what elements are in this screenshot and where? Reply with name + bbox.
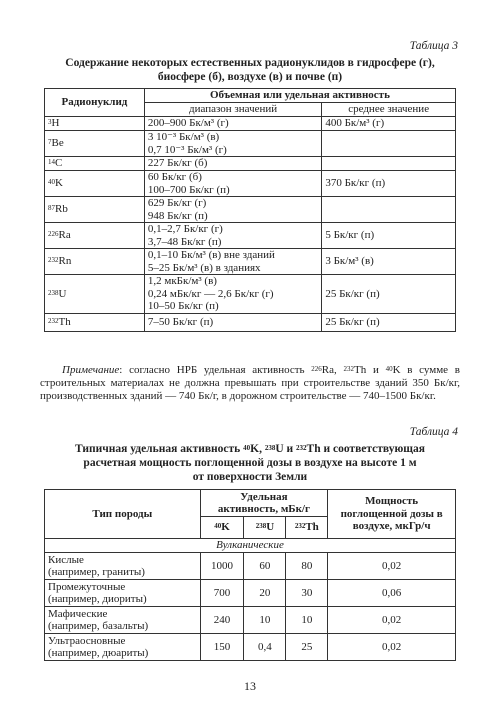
rock-type-name: Промежуточные: [48, 580, 126, 593]
th-activity-cell: 25: [286, 634, 328, 661]
table-row: [45, 131, 456, 157]
mass-number: 232: [48, 256, 59, 265]
mean-cell: 370 Бк/кг (п): [322, 171, 456, 197]
table-row: [45, 223, 456, 249]
table-4-header-k: $^{40}$K: [200, 517, 244, 539]
rock-type-cell: [45, 607, 201, 634]
table-3-header-mean: среднее значение: [322, 103, 456, 117]
th-activity-cell: 10: [286, 607, 328, 634]
table-4-header-activity: Удельная активность, мБк/г: [200, 490, 328, 517]
rock-type-name: Мафические: [48, 607, 108, 620]
range-cell: [144, 313, 321, 331]
range-cell: [144, 275, 321, 314]
dose-cell: 0,02: [328, 607, 456, 634]
rock-type-name: Ультраосновные: [48, 634, 126, 647]
table-3-label: Таблица 3: [409, 40, 458, 52]
range-line: 5–25 Бк/м³ (в) в зданиях: [147, 261, 261, 274]
table-row: [45, 634, 456, 661]
mean-cell: 25 Бк/кг (п): [322, 313, 456, 331]
table-4-title-line-2: расчетная мощность поглощенной дозы в воздухе на высоте 1 м: [83, 457, 417, 469]
range-cell: [144, 157, 321, 171]
dose-cell: 0,02: [328, 553, 456, 580]
range-cell: [144, 131, 321, 157]
table-3-title-line-2: биосфере (б), воздухе (в) и почве (п): [157, 71, 343, 83]
table-row: [45, 553, 456, 580]
k-activity-cell: 1000: [200, 553, 244, 580]
k-activity-cell: 700: [200, 580, 244, 607]
range-line: 7–50 Бк/кг (п): [147, 315, 214, 328]
mean-cell: 3 Бк/м³ (в): [322, 249, 456, 275]
nuclide-cell: [45, 171, 145, 197]
range-line: 100–700 Бк/кг (п): [147, 183, 230, 196]
nuclide-cell: [45, 131, 145, 157]
table-row: [45, 580, 456, 607]
range-line: 60 Бк/кг (б): [147, 171, 202, 183]
range-line: 10–50 Бк/кг (п): [147, 300, 219, 312]
range-cell: [144, 197, 321, 223]
mean-cell: [322, 157, 456, 171]
table-row: [45, 313, 456, 331]
mass-number: 3: [48, 118, 52, 127]
mean-cell: [322, 131, 456, 157]
dose-cell: 0,06: [328, 580, 456, 607]
table-4-header-th: $^{232}$Th: [286, 517, 328, 539]
element-symbol: K: [55, 177, 63, 190]
rock-type-cell: [45, 634, 201, 661]
rock-type-example: (например, диориты): [48, 593, 147, 605]
u-activity-cell: 10: [244, 607, 286, 634]
table-row: [45, 157, 456, 171]
note-label: Примечание: [62, 364, 120, 376]
mass-number: 40: [48, 178, 55, 187]
table-3-header-activity: Объемная или удельная активность: [144, 89, 455, 103]
table-4-title-line-3: от поверхности Земли: [192, 471, 308, 483]
mean-cell: 5 Бк/кг (п): [322, 223, 456, 249]
rock-type-name: Кислые: [48, 553, 84, 566]
nuclide-cell: [45, 313, 145, 331]
k-activity-cell: 150: [200, 634, 244, 661]
range-line: 629 Бк/кг (г): [147, 197, 207, 209]
range-line: 200–900 Бк/м³ (г): [147, 117, 229, 130]
range-cell: [144, 117, 321, 131]
table-row: [45, 117, 456, 131]
nuclide-cell: [45, 249, 145, 275]
element-symbol: Rn: [58, 255, 72, 268]
table-row: [45, 197, 456, 223]
rock-type-cell: [45, 553, 201, 580]
table-3: [44, 88, 456, 332]
range-line: 0,1–2,7 Бк/кг (г): [147, 223, 223, 235]
table-4-section-volcanic: Вулканические: [45, 539, 456, 553]
table-row: [45, 275, 456, 314]
nuclide-cell: [45, 275, 145, 314]
table-row: [45, 171, 456, 197]
rock-type-cell: [45, 580, 201, 607]
mass-number: 232: [48, 316, 59, 325]
u-activity-cell: 60: [244, 553, 286, 580]
rock-type-example: (например, дюариты): [48, 647, 149, 659]
mean-cell: 400 Бк/м³ (г): [322, 117, 456, 131]
mean-cell: 25 Бк/кг (п): [322, 275, 456, 314]
note-body: в строительных материалах не должна превышать при строительстве зданий 350 Бк/кг, производственных зданий — 740 Бк/г, в дорожном строительстве — 740–1500 Бк/кг.: [40, 364, 460, 402]
mass-number: 238: [48, 288, 59, 297]
table-4-title-line-1: Типичная удельная активность $^{40}$K, $^{238}$U и $^{232}$Th и соответствующая: [75, 443, 425, 455]
range-line: 0,1–10 Бк/м³ (в) вне зданий: [147, 249, 275, 261]
dose-cell: 0,02: [328, 634, 456, 661]
u-activity-cell: 0,4: [244, 634, 286, 661]
range-line: 948 Бк/кг (п): [147, 209, 208, 222]
mass-number: 226: [48, 230, 59, 239]
rock-type-example: (например, базальты): [48, 620, 149, 632]
table-4-header-type: Тип породы: [45, 490, 201, 539]
nuclide-cell: [45, 197, 145, 223]
range-line: 0,24 мБк/кг — 2,6 Бк/кг (г): [147, 287, 274, 300]
range-line: 3 10⁻³ Бк/м³ (в): [147, 131, 220, 143]
range-line: 0,7 10⁻³ Бк/м³ (г): [147, 143, 227, 156]
table-row: [45, 607, 456, 634]
table-3-title: [40, 56, 460, 84]
element-symbol: U: [58, 287, 67, 300]
table-4: [44, 489, 456, 661]
range-line: 1,2 мкБк/м³ (в): [147, 275, 217, 287]
table-3-header-nuclide: Радионуклид: [45, 89, 145, 117]
element-symbol: H: [51, 117, 60, 130]
nuclide-cell: [45, 223, 145, 249]
k-activity-cell: 240: [200, 607, 244, 634]
th-activity-cell: 30: [286, 580, 328, 607]
table-3-header-range: диапазон значений: [144, 103, 321, 117]
range-cell: [144, 171, 321, 197]
range-line: 3,7–48 Бк/кг (п): [147, 235, 222, 248]
element-symbol: Ra: [58, 229, 71, 242]
th-activity-cell: 80: [286, 553, 328, 580]
table-row: [45, 249, 456, 275]
element-symbol: C: [55, 157, 63, 170]
mass-number: 14: [48, 158, 55, 167]
table-3-title-line-1: Содержание некоторых естественных радионуклидов в гидросфере (г),: [65, 57, 435, 69]
mean-cell: [322, 197, 456, 223]
nuclide-cell: [45, 157, 145, 171]
range-line: 227 Бк/кг (б): [147, 157, 208, 170]
element-symbol: Th: [58, 315, 71, 328]
element-symbol: Be: [51, 137, 64, 150]
page-number: 13: [244, 679, 256, 693]
table-4-title: [40, 442, 460, 484]
rock-type-example: (например, граниты): [48, 566, 145, 578]
table-4-label: Таблица 4: [409, 426, 458, 438]
table-4-header-u: $^{238}$U: [244, 517, 286, 539]
table-4-header-dose: Мощность поглощенной дозы в воздухе, мкГр/ч: [328, 490, 456, 539]
u-activity-cell: 20: [244, 580, 286, 607]
mass-number: 87: [48, 204, 55, 213]
element-symbol: Rb: [55, 203, 68, 216]
mass-number: 7: [48, 138, 52, 147]
range-cell: [144, 249, 321, 275]
range-cell: [144, 223, 321, 249]
nuclide-cell: [45, 117, 145, 131]
table-3-note: Примечание: согласно НРБ удельная активность $^{226}$Ra, $^{232}$Th и $^{40}$K в сумме в строительных материалах не должна превышать при строительстве зданий 350 Бк/кг, производственных зданий — 740 Бк/г, в дорожном строительстве — 740–1500 Бк/кг.: [40, 364, 460, 402]
